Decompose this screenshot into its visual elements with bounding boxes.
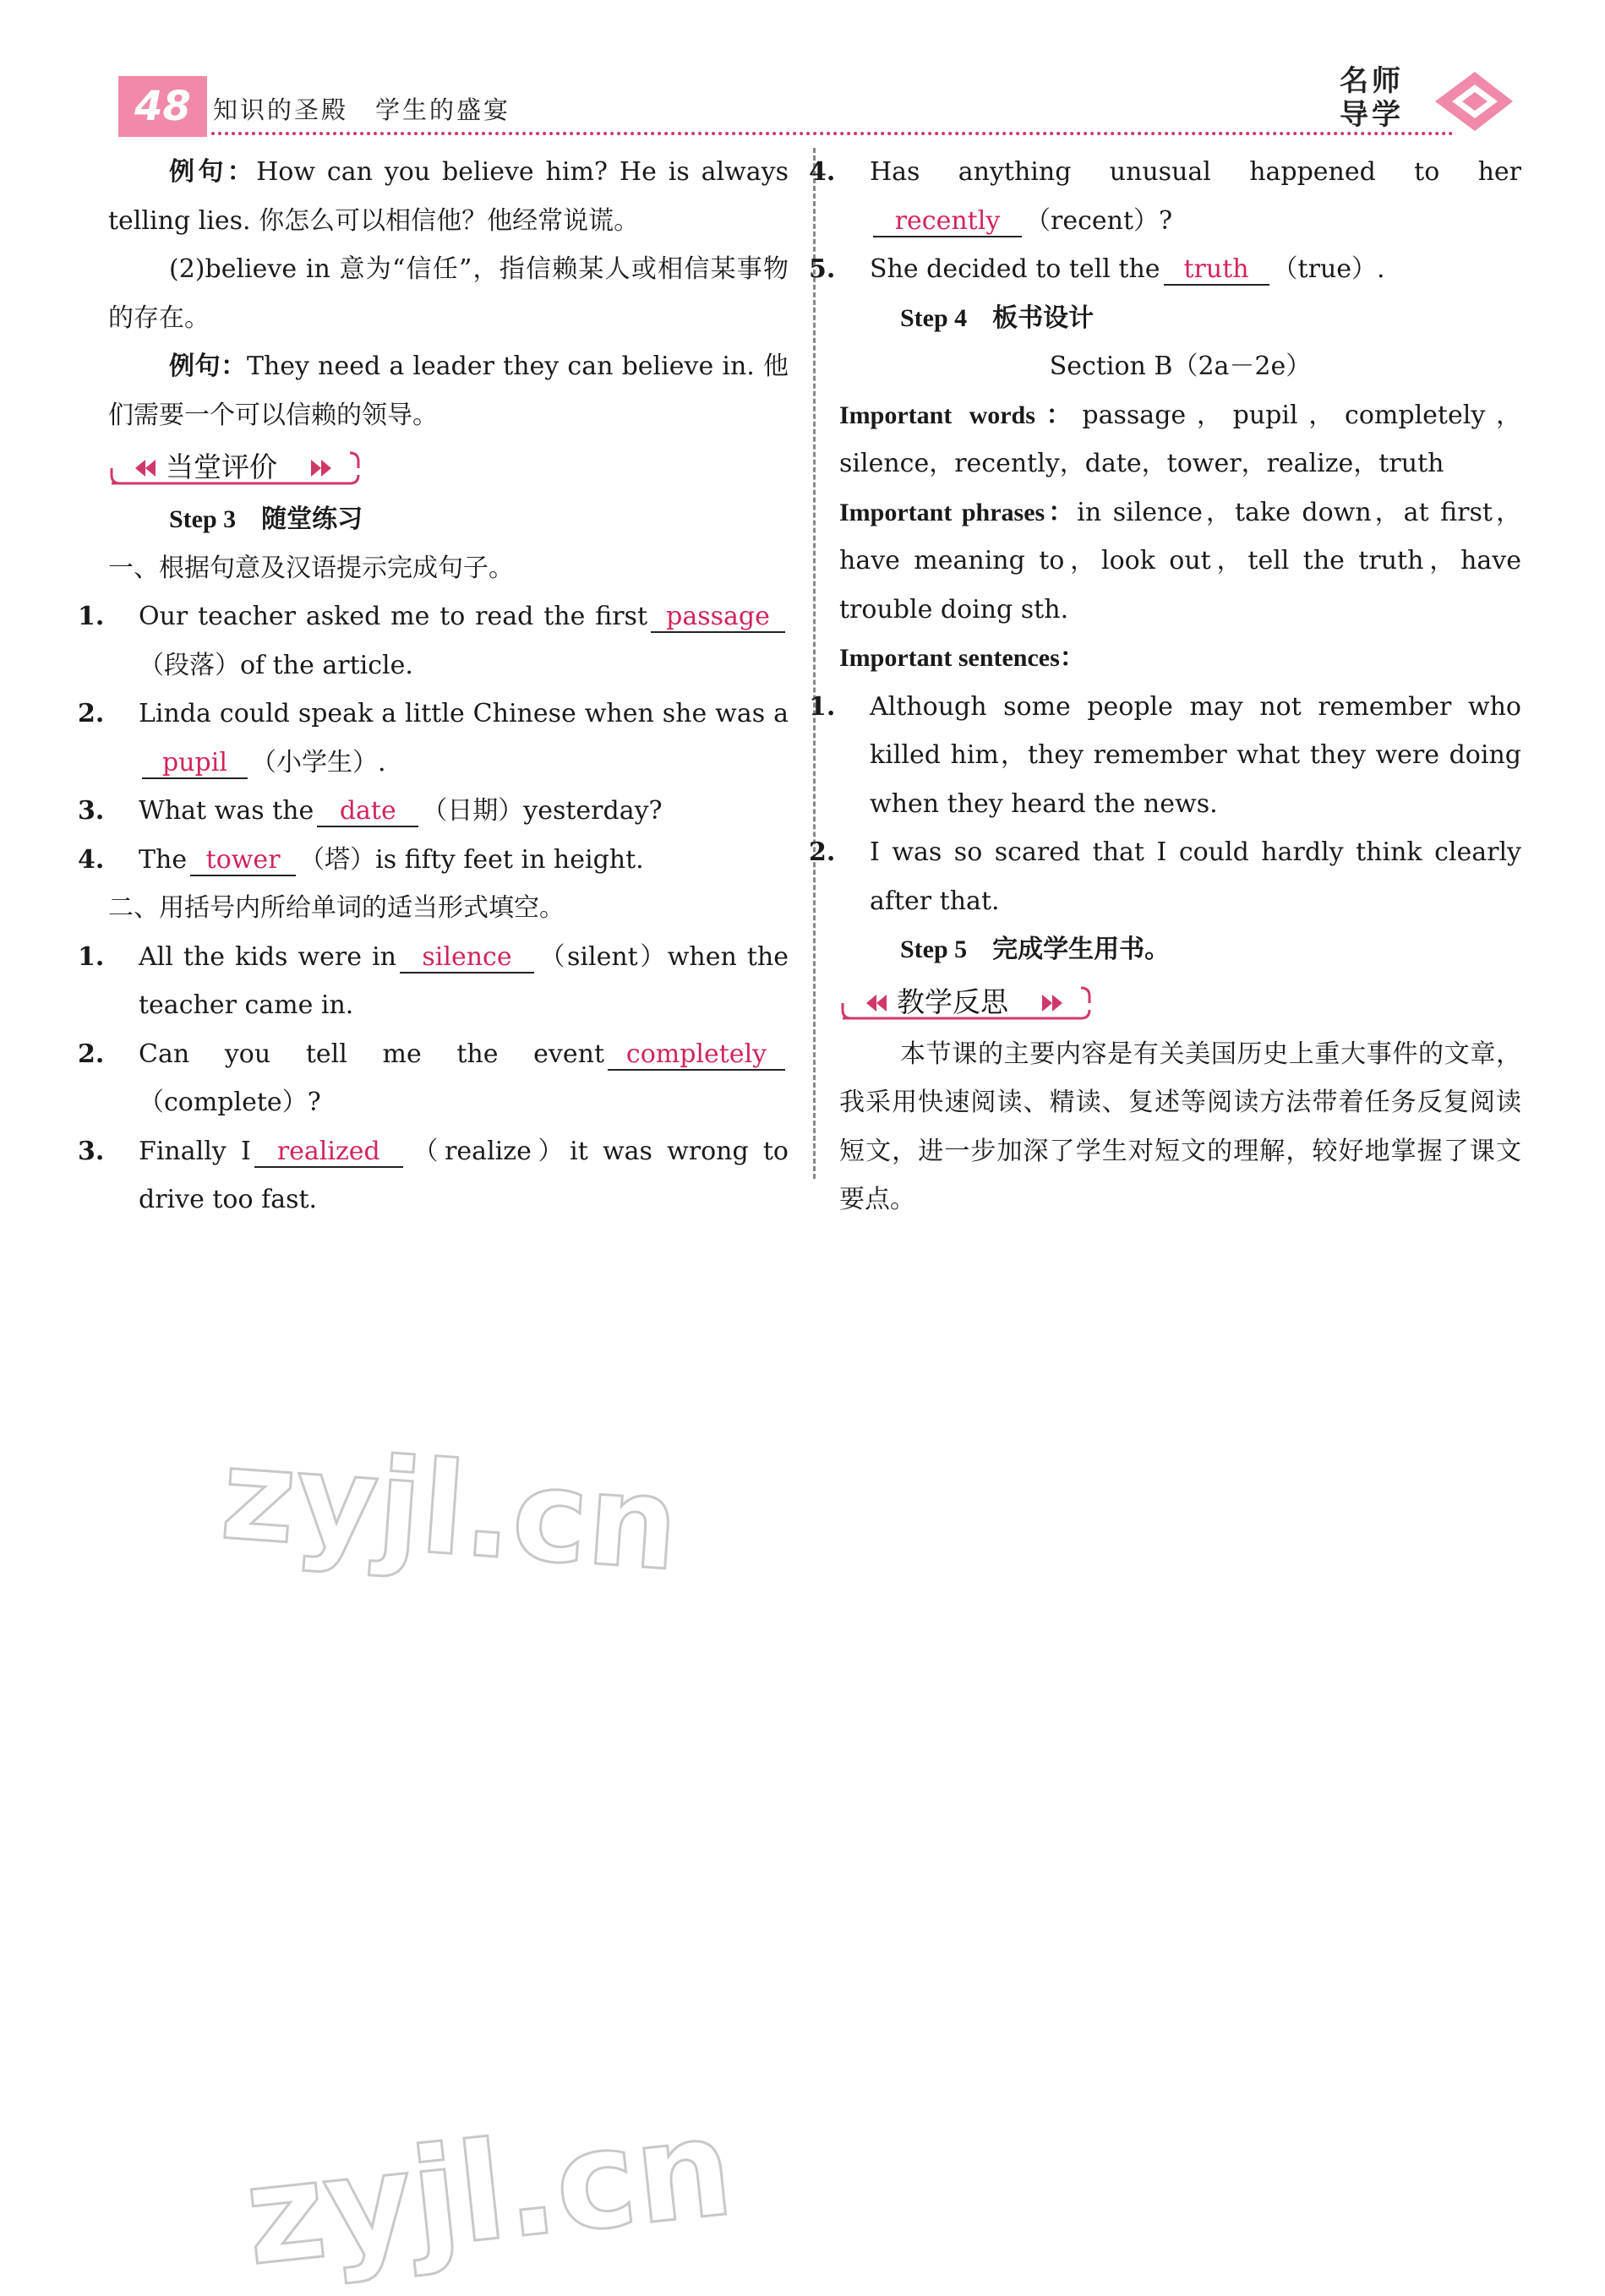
step-4-title: Step 4 板书设计 [900, 303, 1095, 332]
answer-blank[interactable]: date [317, 797, 418, 827]
item-number: 4. [78, 844, 105, 875]
item-text-before: She decided to tell the [870, 254, 1160, 284]
item-text-before: Linda could speak a little Chinese when she was a [139, 699, 789, 728]
item-number: 4. [809, 157, 836, 187]
watermark: zyjl.cn [237, 2087, 740, 2296]
exercise-item [809, 245, 1521, 294]
banner-label: 当堂评价 [166, 450, 277, 483]
important-phrases-text: in silence，take down，at first，have meaning to，look out，tell the truth，have trouble doing sth. [839, 497, 1521, 624]
brand-logo-icon [1428, 68, 1517, 135]
answer-blank[interactable]: passage [651, 603, 785, 633]
important-sentences-label: Important sentences： [839, 644, 1085, 672]
column-divider [813, 148, 816, 1179]
exercise-item [78, 787, 789, 836]
logo-line-2: 导学 [1340, 98, 1404, 132]
example-sentence-1 [108, 148, 789, 245]
answer-blank[interactable]: pupil [142, 749, 248, 779]
answer-blank[interactable]: realized [254, 1137, 403, 1168]
section-banner-reflection [839, 981, 1093, 1025]
item-text-after: （段落）of the article. [139, 650, 413, 680]
page-number: 48 [118, 76, 207, 137]
item-number: 5. [809, 254, 836, 284]
item-text-after: （小学生）. [251, 747, 386, 777]
item-text-after: （true）. [1272, 254, 1385, 284]
exercise-item [78, 836, 789, 885]
item-text-after: （silent）when the teacher came in. [139, 941, 789, 1020]
logo-line-1: 名师 [1340, 64, 1404, 98]
page-header [110, 64, 1530, 152]
item-number: 3. [78, 796, 105, 826]
item-number: 3. [78, 1136, 105, 1166]
exercise-item [78, 592, 789, 690]
important-sentences-list [809, 683, 1521, 926]
left-column [78, 148, 789, 1224]
item-text-after: （recent）? [1025, 205, 1173, 236]
exercise-item [809, 148, 1521, 245]
answer-blank[interactable]: tower [190, 846, 296, 876]
sentence-number: 2. [809, 837, 836, 867]
answer-blank[interactable]: silence [400, 943, 534, 973]
exercise-item [78, 1127, 789, 1224]
part-1-title: 一、根据句意及汉语提示完成句子。 [108, 553, 514, 583]
brand-logo-text [1340, 64, 1424, 132]
item-text-before: All the kids were in [139, 941, 396, 972]
exercise-item [78, 1030, 789, 1127]
section-banner-assessment [108, 446, 362, 490]
example-label: 例句： [169, 352, 247, 381]
part-2-list-continued [809, 148, 1521, 294]
header-motto: 知识的圣殿 学生的盛宴 [213, 95, 511, 124]
important-sentence [809, 828, 1521, 925]
sentence-number: 1. [809, 691, 836, 722]
banner-label: 教学反思 [897, 984, 1008, 1018]
right-column [809, 148, 1522, 1224]
sentence-text: Although some people may not remember who killed him，they remember what they were doing when they heard the news. [870, 691, 1521, 819]
important-words-label: Important words： [839, 401, 1083, 429]
important-sentence [809, 683, 1521, 829]
sentence-text: I was so scared that I could hardly think clearly after that. [870, 837, 1521, 916]
item-text-before: Has anything unusual happened to her [870, 157, 1521, 187]
answer-blank[interactable]: completely [608, 1040, 785, 1071]
item-number: 1. [78, 602, 105, 631]
usage-note-2: (2)believe in 意为“信任”，指信赖某人或相信某事物的存在。 [108, 254, 789, 333]
example-text: They need a leader they can believe in. 他们需要一个可以信赖的领导。 [108, 352, 789, 430]
item-text-after: （realize）it was wrong to drive too fast. [139, 1136, 789, 1214]
item-text-before: Finally I [139, 1136, 251, 1166]
exercise-item [78, 933, 789, 1030]
teaching-reflection: 本节课的主要内容是有关美国历史上重大事件的文章，我采用快速阅读、精读、复述等阅读方法带着任务反复阅读短文，进一步加深了学生对短文的理解，较好地掌握了课文要点。 [839, 1039, 1521, 1214]
answer-blank[interactable]: truth [1164, 255, 1269, 286]
part-1-list [78, 592, 789, 884]
item-text-after: （塔）is fifty feet in height. [299, 844, 644, 875]
step-5-title: Step 5 完成学生用书。 [900, 935, 1171, 963]
important-phrases [839, 488, 1521, 635]
watermark: zyjl.cn [216, 1421, 684, 1600]
example-label: 例句： [169, 157, 257, 187]
item-text-before: The [139, 844, 188, 875]
item-text-after: （日期）yesterday? [422, 796, 663, 826]
section-title: Section B（2a－2e） [1049, 352, 1312, 381]
item-number: 1. [78, 941, 105, 972]
item-number: 2. [78, 699, 105, 728]
important-words [839, 391, 1521, 488]
item-number: 2. [78, 1039, 105, 1069]
item-text-before: What was the [139, 796, 314, 826]
example-sentence-2 [108, 342, 789, 439]
important-phrases-label: Important phrases： [839, 498, 1078, 526]
important-words-text: passage，pupil，completely，silence，recently，date，tower，realize，truth [839, 400, 1522, 478]
step-3-title: Step 3 随堂练习 [169, 505, 363, 533]
part-2-list [78, 933, 789, 1224]
answer-blank[interactable]: recently [873, 207, 1022, 237]
item-text-before: Our teacher asked me to read the first [139, 602, 647, 631]
item-text-after: （complete）? [139, 1088, 321, 1117]
header-divider [211, 132, 1454, 135]
example-text: How can you believe him? He is always telling lies. 你怎么可以相信他？他经常说谎。 [108, 157, 789, 236]
exercise-item [78, 690, 789, 787]
part-2-title: 二、用括号内所给单词的适当形式填空。 [108, 893, 565, 923]
item-text-before: Can you tell me the event [139, 1039, 604, 1069]
